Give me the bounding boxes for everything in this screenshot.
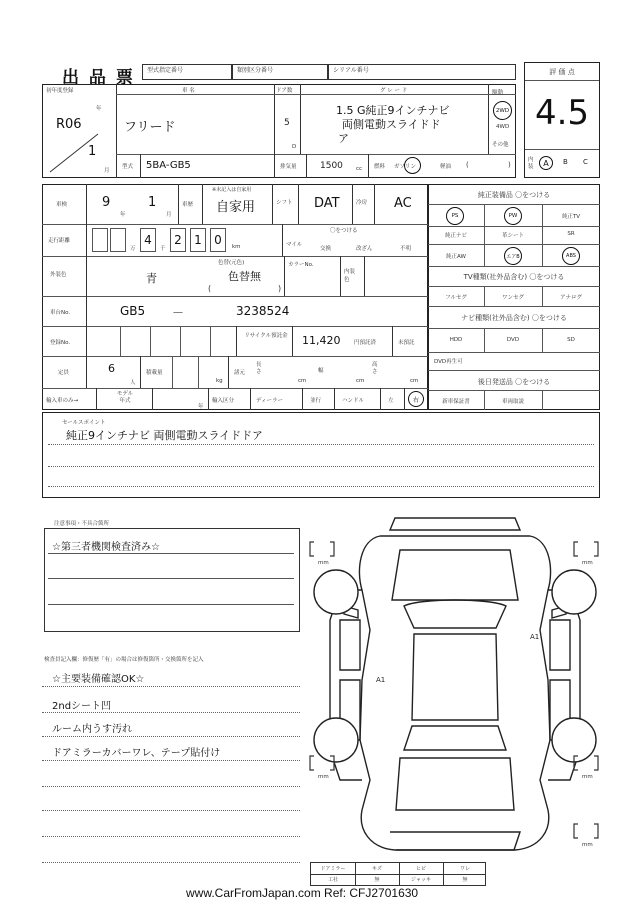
fuel-light-oil: 軽油 [440, 164, 452, 170]
grade-label: グ レ ー ド [380, 88, 408, 94]
handle-label: ハンドル [342, 398, 365, 404]
inspection-block [42, 184, 428, 410]
equip-pw: PW [504, 207, 522, 225]
capacity: 6 [108, 362, 115, 375]
aircon-label: 冷房 [356, 200, 368, 206]
mile-label: マイル [286, 242, 303, 248]
handle-right-circle: 右 [408, 391, 424, 407]
interior-label: 内装 [528, 157, 534, 170]
page-title: 出 品 票 [62, 68, 135, 88]
month: 1 [88, 144, 97, 159]
sales-point-text: 純正9インチナビ 両側電動スライドドア [66, 429, 263, 442]
import-type-label: 輸入区分 [212, 398, 235, 404]
load-label: 積載量 [146, 370, 163, 376]
legend-crack: ヒビ [415, 866, 426, 872]
watermark: www.CarFromJapan.com Ref: CFJ2701630 [186, 886, 419, 900]
usage-note: ※未記入は自家用 [212, 187, 252, 193]
legend-scratch: キズ [372, 866, 382, 872]
drive-2wd-circle: 2WD [493, 101, 512, 120]
class-cell: 類別区分番号 [232, 64, 328, 80]
chassis-dash: － [172, 306, 185, 320]
displacement: 1500 [320, 161, 343, 171]
later-manual: 車両取説 [501, 399, 524, 405]
score-label: 評 価 点 [549, 68, 575, 76]
displacement-label: 排気量 [280, 164, 297, 170]
color: 青 [146, 272, 157, 285]
recycle-label: リサイクル預託金 [244, 333, 288, 339]
doors-label: ドア数 [276, 88, 293, 94]
drive-4wd: 4WD [496, 124, 510, 130]
shaken-label: 車検 [56, 202, 68, 208]
import-parallel: 並行 [310, 398, 322, 404]
chassis-no: 3238524 [236, 304, 290, 318]
mm-fl: mm [318, 560, 329, 566]
equip-navi: 純正ナビ [444, 233, 467, 239]
grade-line3: ア [338, 132, 349, 145]
interior-c: C [583, 158, 588, 166]
color-no-label: カラーNo. [288, 262, 314, 268]
chassis-model: GB5 [120, 304, 146, 318]
model-label: 型式 [122, 164, 134, 170]
car-name-label: 車 名 [182, 88, 195, 94]
tv-fullseg: フルセグ [445, 295, 467, 301]
usage-label: 車歴 [182, 202, 194, 208]
mileage-boxes: 万 4 千 2 1 0 km [92, 228, 252, 254]
color-change-label: 色替(元色) [218, 260, 245, 266]
doors-unit: D [292, 144, 297, 150]
mileage-digit-4: 2 [174, 233, 182, 247]
notes-line1: ☆第三者機関検査済み☆ [52, 542, 160, 553]
notes-label: 注意事項・不具合箇所 [54, 521, 110, 527]
usage: 自家用 [216, 200, 256, 215]
score-box [524, 62, 600, 178]
damage-mark-a1-right: A1 [530, 633, 540, 641]
equip-aw: 純正AW [446, 254, 466, 260]
equip-leather: 革シート [501, 233, 524, 239]
handle-left: 左 [388, 398, 394, 404]
meter-unknown: 不明 [400, 246, 412, 252]
fuel-circle [404, 157, 421, 174]
tv-label: TV種類(社外品含む) 〇をつける [463, 273, 565, 281]
month-unit: 月 [104, 168, 110, 174]
navi-hdd: HDD [449, 337, 463, 343]
mileage-label: 走行距離 [48, 238, 71, 244]
drive-label: 駆動 [492, 90, 504, 96]
height-label: 高さ [372, 362, 378, 375]
equip-airbag: エアB [504, 247, 522, 265]
meter-swap: 交換 [320, 246, 332, 252]
later-label: 後日発送品 〇をつける [477, 378, 551, 386]
legend-break: ワレ [459, 866, 470, 872]
import-dealer: ディーラー [256, 398, 284, 404]
inspector-item-2: 2ndシート凹 [52, 701, 112, 712]
mileage-digit-6: 0 [214, 233, 222, 247]
damage-mark-a1-left: A1 [376, 676, 386, 684]
mileage-digit-3: 4 [144, 233, 152, 247]
equip-abs: ABS [562, 247, 580, 265]
equip-sr: SR [567, 231, 575, 237]
shaken-month-unit: 月 [166, 212, 172, 218]
inspector-item-3: ルーム内うす汚れ [52, 724, 132, 735]
inspector-label: 検査員記入欄：修復歴「有」の場合は修復箇所・交換箇所を記入 [44, 657, 204, 663]
aircon: AC [394, 196, 412, 211]
interior-a-circle: A [539, 156, 553, 170]
tv-analog: アナログ [559, 295, 582, 301]
width-label: 幅 [318, 368, 324, 374]
legend-mirror: ドアミラー [320, 866, 346, 872]
sales-point-label: セールスポイント [62, 420, 106, 426]
import-label: 輸入車のみ→ [46, 398, 79, 404]
shaken-month: 1 [148, 195, 157, 210]
serial-cell: シリアル番号 [328, 64, 516, 80]
chassis-label: 車台No. [50, 310, 71, 316]
load-unit: kg [216, 378, 223, 384]
grade-line1: 1.5 G純正9インチナビ [336, 104, 450, 117]
capacity-label: 定員 [58, 370, 70, 376]
equip-tv: 純正TV [561, 214, 581, 220]
recycle-unit: 円預託済 [354, 340, 377, 346]
navi-dvd: DVD [506, 337, 520, 343]
shift: DAT [314, 196, 340, 211]
model-cert-cell: 型式指定番号 [142, 64, 232, 80]
capacity-unit: 人 [130, 380, 136, 386]
navi-label: ナビ種類(社外品含む) 〇をつける [461, 314, 567, 322]
shift-label: シフト [276, 200, 293, 206]
fuel-label: 燃料 [374, 164, 386, 170]
inspector-item-4: ドアミラーカバーワレ、テープ貼付け [52, 748, 221, 759]
meter-note: 〇をつける [330, 228, 358, 234]
mm-rl: mm [318, 774, 329, 780]
year-unit: 年 [96, 106, 102, 112]
mileage-digit-5: 1 [194, 233, 202, 247]
grade-line2: 両側電動スライドド [342, 118, 441, 131]
length-label: 長さ [256, 362, 262, 375]
year-era: R06 [56, 117, 82, 132]
dvd-label: DVD再生可 [434, 359, 463, 365]
color-change: 色替無 [228, 270, 261, 283]
car-name: フリード [124, 120, 176, 135]
shaken-year-unit: 年 [120, 212, 126, 218]
fuel-gasoline: ガソリン [394, 164, 417, 170]
doors: 5 [284, 118, 290, 128]
recycle-amount: 11,420 [302, 334, 341, 347]
color-label: 外装色 [50, 272, 67, 278]
displacement-unit: cc [356, 166, 363, 172]
inspector-item-1: ☆主要装備確認OK☆ [52, 674, 145, 685]
genuine-label: 純正装備品 〇をつける [477, 191, 551, 199]
interior-color-label: 内装色 [344, 269, 356, 283]
drive-other: その他 [492, 142, 509, 148]
recycle-unpaid: 未預託 [398, 340, 415, 346]
mm-rr: mm [582, 774, 593, 780]
legend-table: ドアミラー キズ ヒビ ワレ 工社 無 ジャッキ 無 [310, 862, 486, 886]
meter-tamper: 改ざん [356, 246, 373, 252]
car-damage-diagram [300, 510, 610, 870]
equip-ps: PS [446, 207, 464, 225]
dims-label: 諸元 [234, 370, 246, 376]
model-year-label: モデル年式 [116, 391, 134, 404]
mm-fr: mm [582, 560, 593, 566]
tv-oneseg: ワンセグ [501, 295, 524, 301]
navi-sd: SD [567, 337, 575, 343]
interior-b: B [563, 158, 568, 166]
model: 5BA-GB5 [146, 160, 191, 171]
first-reg-label: 初年度登録 [46, 88, 74, 94]
reg-no-label: 登録No. [50, 340, 71, 346]
later-warranty: 新車保証書 [442, 399, 470, 405]
shaken-year: 9 [102, 195, 111, 210]
score-value: 4.5 [534, 93, 590, 133]
mm-rear: mm [582, 842, 593, 848]
